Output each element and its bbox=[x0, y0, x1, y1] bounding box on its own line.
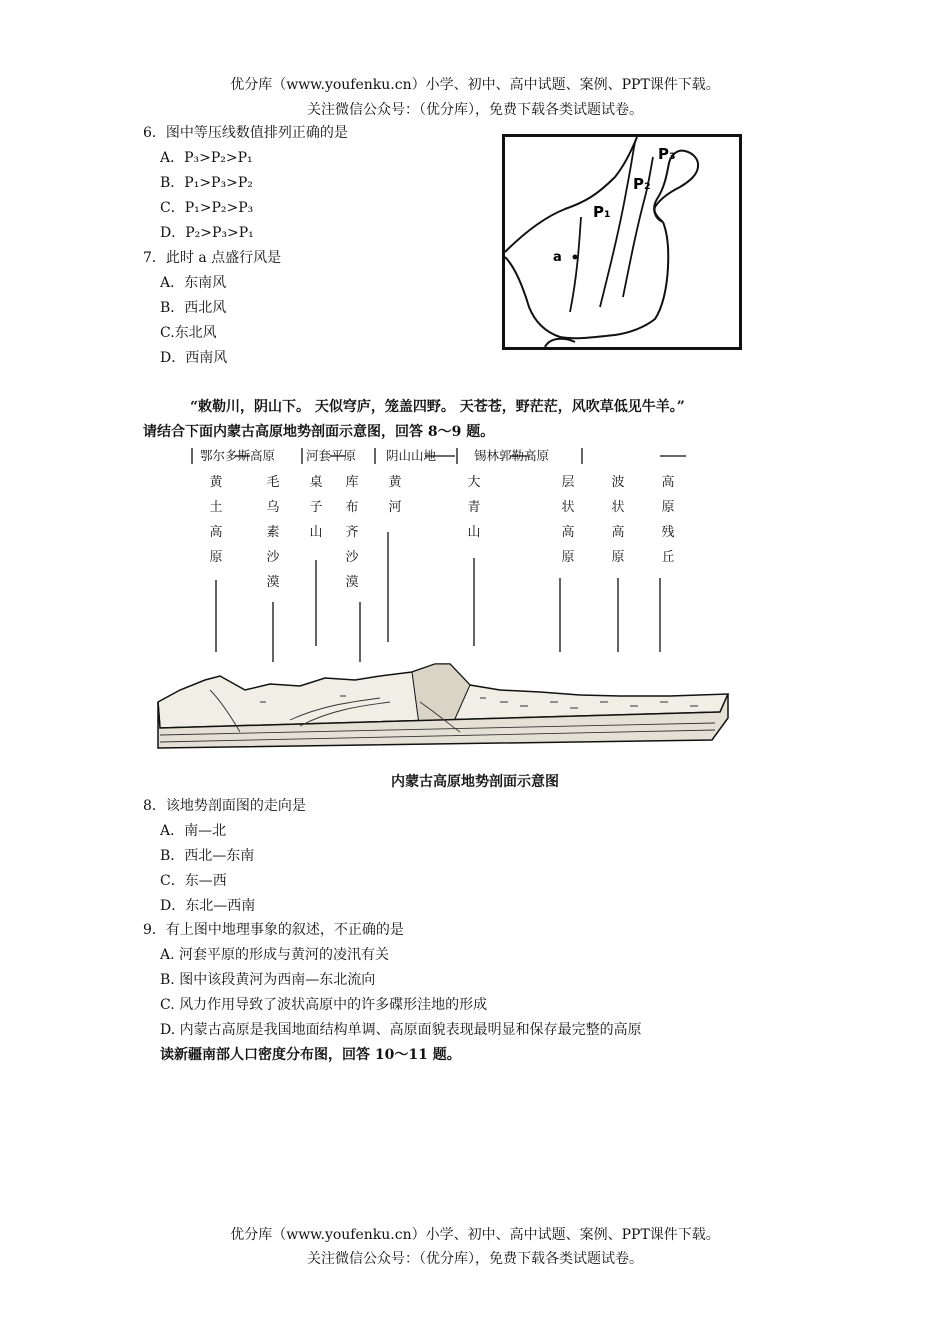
question-8-option-b: B．西北—东南 bbox=[160, 848, 255, 864]
map-label-p2: P₂ bbox=[633, 175, 651, 193]
question-9-option-d: D. 内蒙古高原是我国地面结构单调、高原面貌表现最明显和保存最完整的高原 bbox=[160, 1022, 642, 1038]
feature-kubuqi-desert: 库 布 齐 沙 漠 bbox=[345, 475, 359, 590]
feature-mu-us-desert: 毛 乌 素 沙 漠 bbox=[266, 475, 280, 590]
question-7-stem: 7．此时 a 点盛行风是 bbox=[143, 250, 282, 266]
question-9-stem: 9．有上图中地理事象的叙述，不正确的是 bbox=[143, 922, 404, 938]
map-label-p1: P₁ bbox=[593, 203, 611, 221]
instruction-8-9: 请结合下面内蒙古高原地势剖面示意图，回答 8～9 题。 bbox=[143, 424, 495, 440]
feature-layered-plateau: 层 状 高 原 bbox=[561, 475, 575, 565]
region-ordos-plateau: 鄂尔多斯高原 bbox=[200, 448, 276, 463]
region-xilingol-plateau: 锡林郭勒高原 bbox=[474, 448, 550, 463]
header-line-2: 关注微信公众号：（优分库），免费下载各类试题试卷。 bbox=[307, 102, 643, 118]
header-line-1: 优分库（www.youfenku.cn）小学、初中、高中试题、案例、PPT课件下载。 bbox=[230, 77, 720, 93]
feature-plateau-monadnock: 高 原 残 丘 bbox=[661, 475, 675, 565]
instruction-10-11: 读新疆南部人口密度分布图，回答 10～11 题。 bbox=[160, 1047, 461, 1063]
question-7-option-c: C.东北风 bbox=[160, 325, 217, 341]
feature-zhuozi-mountain: 桌 子 山 bbox=[309, 475, 323, 540]
feature-loess-plateau: 黄 土 高 原 bbox=[209, 475, 223, 565]
isobar-map bbox=[502, 134, 742, 350]
question-6-option-b: B．P₁>P₃>P₂ bbox=[160, 175, 253, 191]
isobar-map-drawing bbox=[505, 137, 739, 347]
question-8-option-c: C．东—西 bbox=[160, 873, 227, 889]
question-8-option-d: D．东北—西南 bbox=[160, 898, 256, 914]
feature-yellow-river: 黄 河 bbox=[388, 475, 402, 515]
question-7-option-d: D．西南风 bbox=[160, 350, 228, 366]
question-8-stem: 8．该地势剖面图的走向是 bbox=[143, 798, 306, 814]
footer-line-2: 关注微信公众号：（优分库），免费下载各类试题试卷。 bbox=[307, 1251, 643, 1267]
profile-caption: 内蒙古高原地势剖面示意图 bbox=[391, 774, 559, 790]
footer-line-1: 优分库（www.youfenku.cn）小学、初中、高中试题、案例、PPT课件下载。 bbox=[230, 1227, 720, 1243]
feature-daqing-mountain: 大 青 山 bbox=[467, 475, 481, 540]
question-6-option-c: C．P₁>P₂>P₃ bbox=[160, 200, 254, 216]
poem-text: “敕勒川，阴山下。 天似穹庐，笼盖四野。 天苍苍，野茫茫，风吹草低见牛羊。” bbox=[190, 399, 685, 415]
question-6-option-d: D．P₂>P₃>P₁ bbox=[160, 225, 254, 241]
feature-wavy-plateau: 波 状 高 原 bbox=[611, 475, 625, 565]
question-6-option-a: A．P₃>P₂>P₁ bbox=[160, 150, 253, 166]
question-9-option-c: C. 风力作用导致了波状高原中的许多碟形洼地的形成 bbox=[160, 997, 488, 1013]
map-label-p3: P₃ bbox=[658, 145, 676, 163]
question-6-stem: 6．图中等压线数值排列正确的是 bbox=[143, 125, 348, 141]
terrain-profile-drawing bbox=[150, 440, 740, 760]
terrain-profile-diagram bbox=[150, 440, 740, 760]
question-9-option-b: B. 图中该段黄河为西南—东北流向 bbox=[160, 972, 376, 988]
region-hetao-plain: 河套平原 bbox=[306, 448, 357, 463]
question-7-option-b: B．西北风 bbox=[160, 300, 227, 316]
region-yinshan-mountains: 阴山山地 bbox=[386, 448, 437, 463]
map-label-a: a bbox=[553, 250, 562, 265]
question-9-option-a: A. 河套平原的形成与黄河的凌汛有关 bbox=[160, 947, 390, 963]
question-8-option-a: A．南—北 bbox=[160, 823, 227, 839]
question-7-option-a: A．东南风 bbox=[160, 275, 227, 291]
